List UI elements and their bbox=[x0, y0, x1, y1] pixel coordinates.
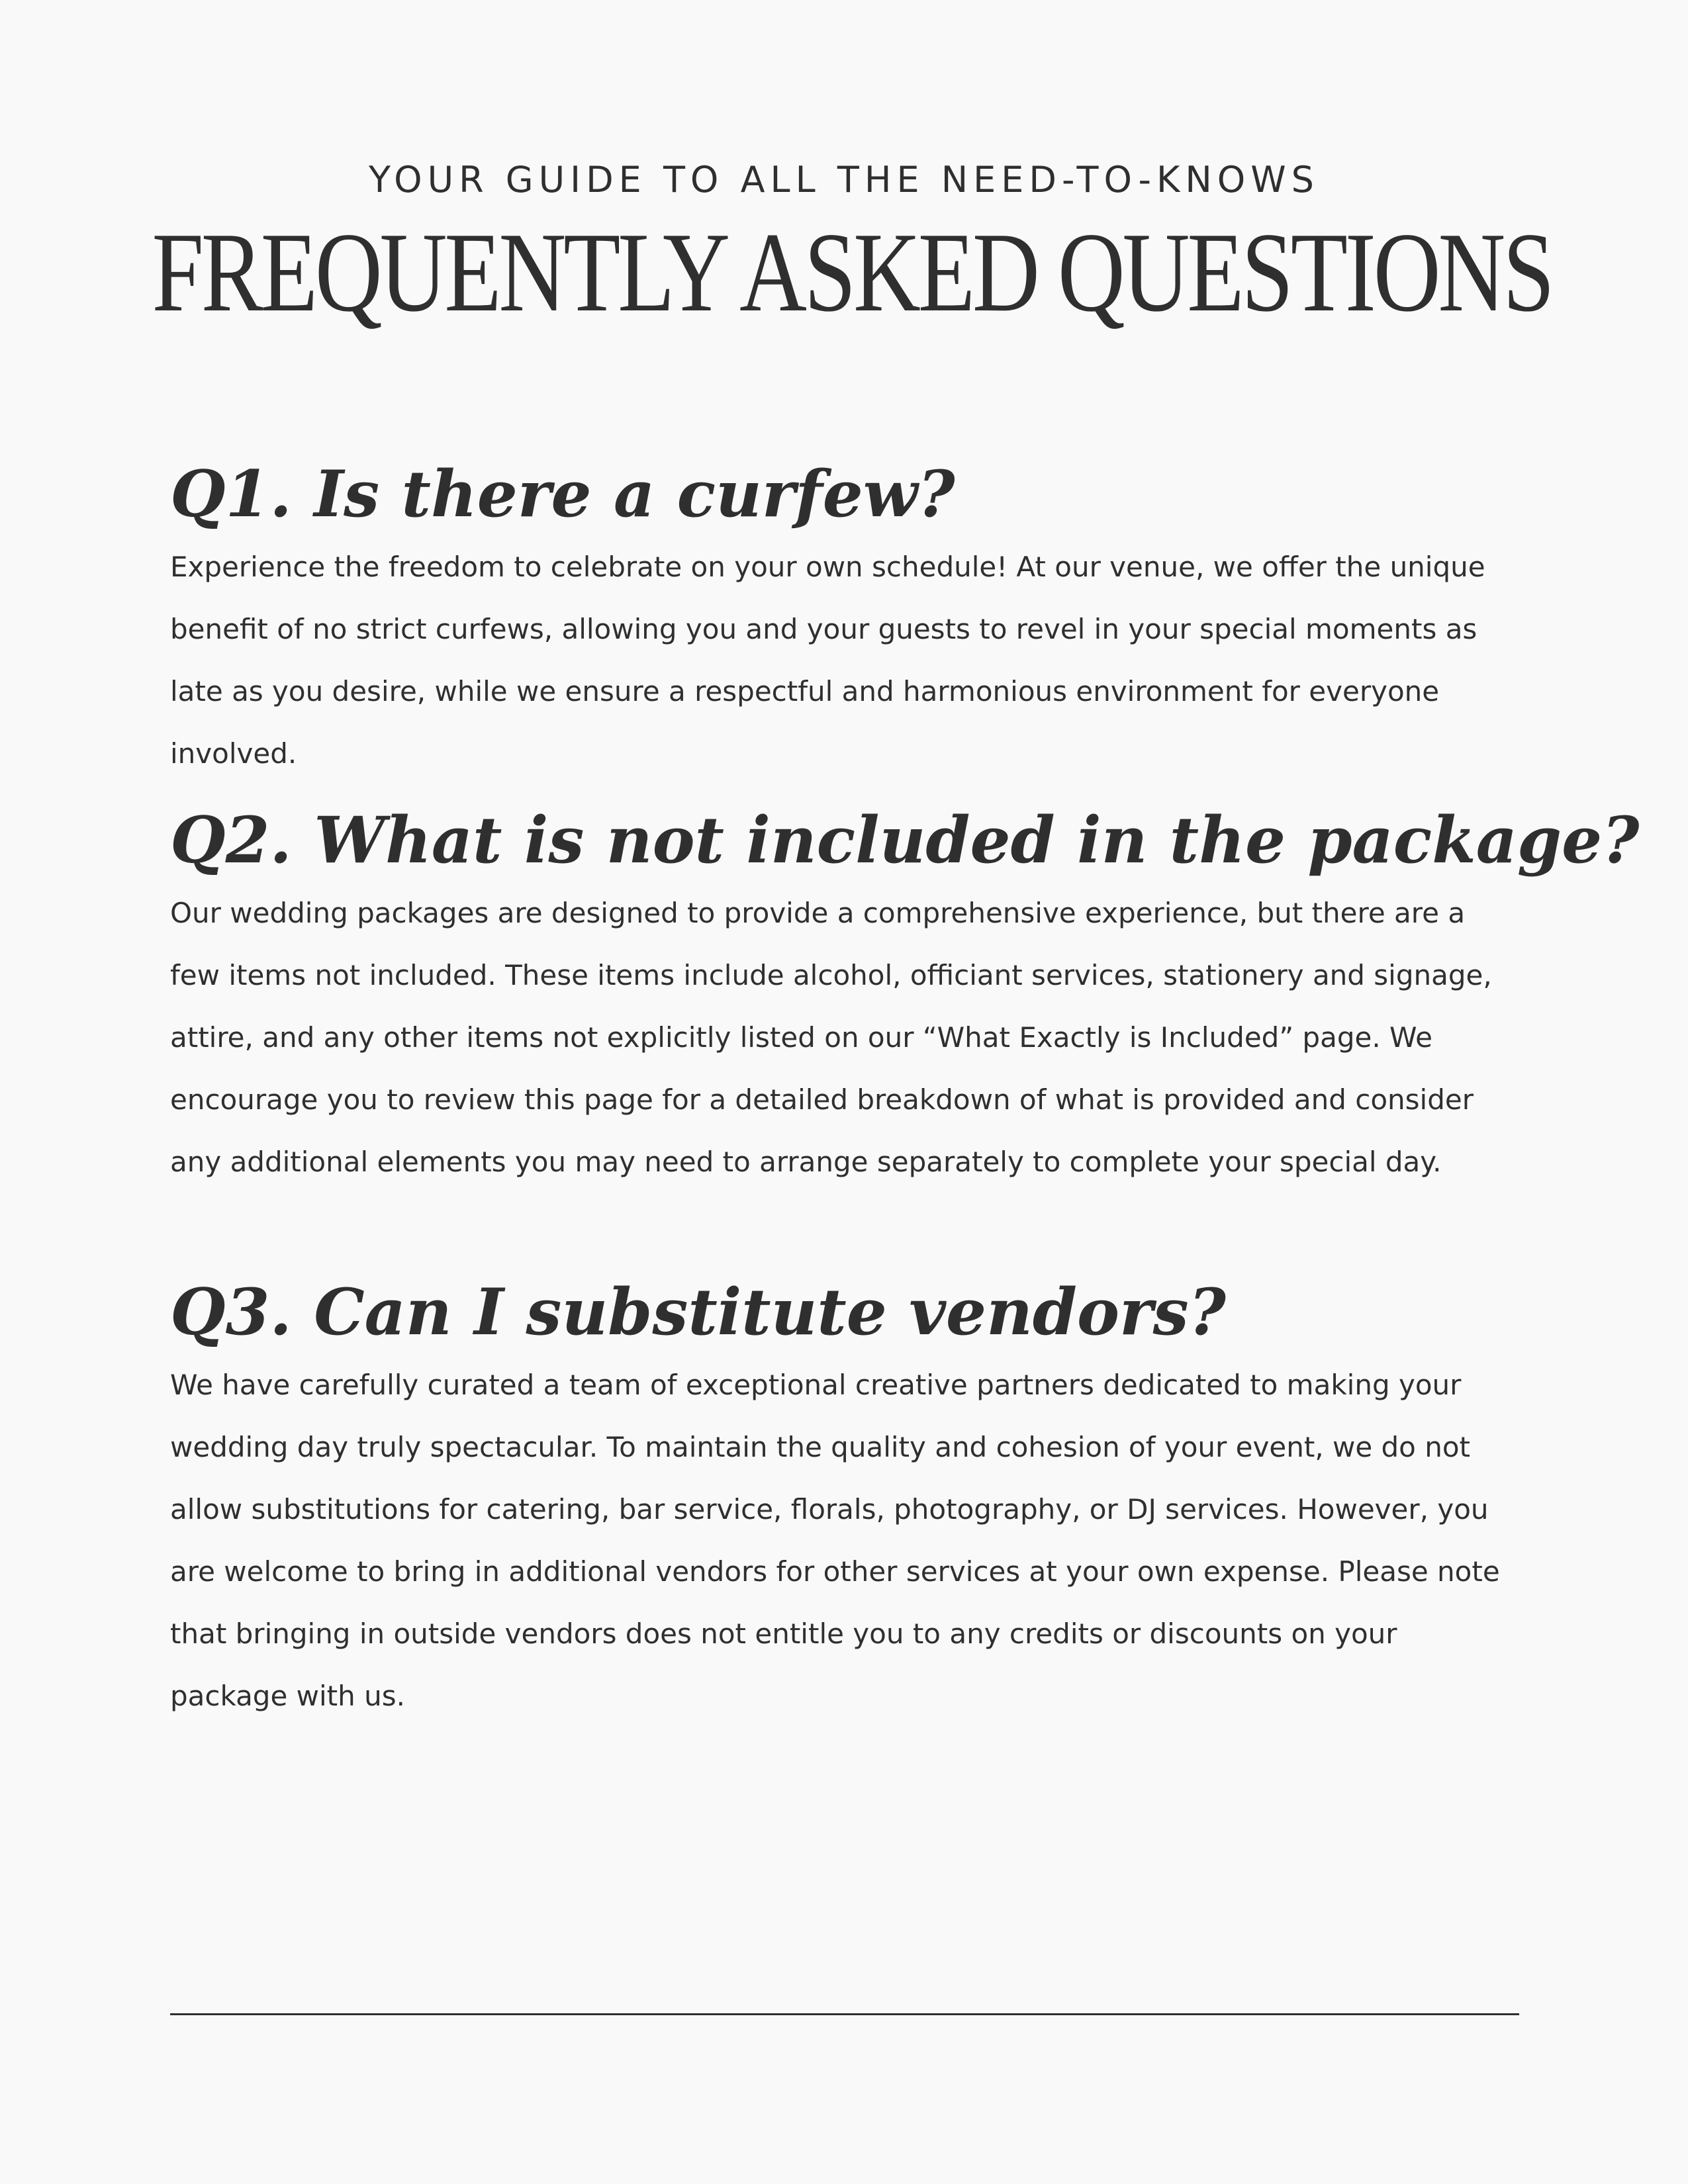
page-title: FREQUENTLY ASKED QUESTIONS bbox=[152, 210, 1552, 336]
page-kicker: YOUR GUIDE TO ALL THE NEED-TO-KNOWS bbox=[369, 159, 1319, 201]
faq-answer-1: Experience the freedom to celebrate on your own schedule! At our venue, we offer the unique benefit of no strict curfews, allowing you and your guests to revel in your special moments as late as you desire, while we ensure a respectful and harmonious environment for everyone involved. bbox=[170, 551, 1485, 770]
faq-answer-3: We have carefully curated a team of exceptional creative partners dedicated to making your wedding day truly spectacular. To maintain the quality and cohesion of your event, we do not allow substitutions for catering, bar service, florals, photography, or DJ services. However, you are welcome to bring in additional vendors for other services at your own expense. Please note that bringing in outside vendors does not entitle you to any credits or discounts on your package with us. bbox=[170, 1369, 1500, 1712]
faq-question-3: Q3. Can I substitute vendors? bbox=[170, 1275, 1226, 1349]
faq-item-2 bbox=[170, 803, 1640, 1193]
footer-divider bbox=[170, 2013, 1519, 2015]
faq-question-2: Q2. What is not included in the package? bbox=[170, 803, 1640, 878]
faq-question-1: Q1. Is there a curfew? bbox=[170, 457, 955, 531]
faq-item-1 bbox=[170, 458, 1521, 785]
faq-item-3 bbox=[170, 1276, 1521, 1727]
faq-answer-2: Our wedding packages are designed to provide a comprehensive experience, but there are a few items not included. These items include alcohol, officiant services, stationery and signage, attire, and any other items not explicitly listed on our “What Exactly is Included” page. We encourage you to review this page for a detailed breakdown of what is provided and consider any additional elements you may need to arrange separately to complete your special day. bbox=[170, 897, 1492, 1178]
